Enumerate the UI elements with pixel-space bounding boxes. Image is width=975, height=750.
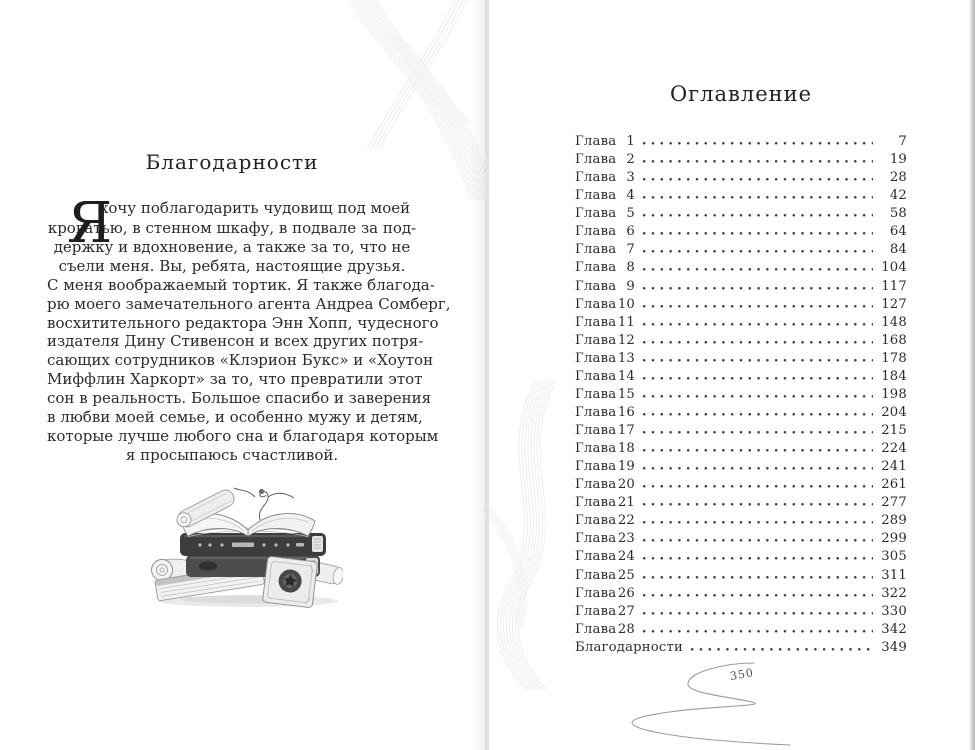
chapter-word: Глава bbox=[575, 423, 617, 438]
chapter-word: Благодарности bbox=[575, 639, 684, 655]
toc-row[interactable] bbox=[575, 333, 907, 351]
toc-row[interactable] bbox=[575, 531, 907, 549]
chapter-label bbox=[575, 315, 635, 330]
chapter-number: 6 bbox=[626, 224, 635, 240]
dot-leader bbox=[642, 537, 873, 542]
dot-leader bbox=[642, 592, 873, 597]
toc-row[interactable] bbox=[575, 441, 907, 459]
chapter-word: Глава bbox=[575, 531, 617, 547]
chapter-word: Глава bbox=[575, 350, 617, 366]
dot-leader bbox=[642, 628, 873, 633]
chapter-number: 27 bbox=[617, 603, 635, 619]
drop-cap: Я bbox=[67, 191, 113, 256]
page-number: 330 bbox=[881, 603, 907, 619]
toc-row[interactable] bbox=[575, 134, 907, 152]
chapter-label bbox=[575, 279, 635, 294]
acknowledgments-line: издателя Дину Стивенсон и всех других потря- bbox=[47, 332, 424, 351]
chapter-label bbox=[575, 586, 635, 601]
chapter-label bbox=[575, 224, 635, 239]
page-number: 198 bbox=[881, 386, 907, 402]
acknowledgments-line: кроватью, в стенном шкафу, в подвале за под- bbox=[47, 219, 417, 237]
acknowledgments-text bbox=[47, 191, 451, 465]
chapter-number: 13 bbox=[617, 350, 635, 366]
page-number: 58 bbox=[889, 206, 907, 222]
dot-leader bbox=[642, 375, 873, 380]
chapter-label bbox=[575, 260, 635, 275]
chapter-word: Глава bbox=[575, 242, 617, 258]
dot-leader bbox=[642, 465, 873, 470]
chapter-word: Глава bbox=[575, 621, 617, 637]
chapter-label bbox=[575, 568, 635, 583]
chapter-word: Глава bbox=[575, 459, 617, 475]
chapter-label bbox=[575, 134, 635, 149]
toc-row[interactable] bbox=[575, 495, 907, 513]
dot-leader bbox=[642, 176, 873, 181]
chapter-number: 5 bbox=[626, 206, 635, 222]
page-number: 148 bbox=[881, 314, 907, 330]
chapter-label bbox=[575, 477, 635, 492]
right-page bbox=[490, 0, 970, 750]
chapter-number: 16 bbox=[617, 404, 635, 420]
chapter-label bbox=[575, 387, 635, 402]
chapter-label bbox=[575, 495, 635, 510]
page-number: 117 bbox=[881, 278, 907, 294]
toc-list bbox=[575, 134, 907, 658]
page-number: 204 bbox=[881, 404, 907, 420]
chapter-number: 12 bbox=[617, 332, 635, 348]
page-number: 184 bbox=[881, 368, 907, 384]
page-number: 342 bbox=[881, 621, 907, 637]
chapter-label bbox=[575, 441, 635, 456]
page-number: 178 bbox=[881, 350, 907, 366]
toc-row[interactable] bbox=[575, 405, 907, 423]
chapter-number: 24 bbox=[617, 549, 635, 565]
chapter-number: 3 bbox=[626, 170, 635, 186]
chapter-number: 4 bbox=[626, 188, 635, 204]
chapter-number: 10 bbox=[617, 296, 635, 312]
dot-leader bbox=[642, 447, 873, 452]
chapter-word: Глава bbox=[575, 332, 617, 348]
chapter-label bbox=[575, 622, 635, 637]
toc-row[interactable] bbox=[575, 242, 907, 260]
chapter-number: 11 bbox=[617, 314, 635, 330]
dot-leader bbox=[642, 285, 873, 290]
chapter-word: Глава bbox=[575, 567, 617, 583]
dot-leader bbox=[642, 266, 873, 271]
chapter-word: Глава bbox=[575, 278, 617, 294]
toc-row[interactable] bbox=[575, 224, 907, 242]
page-number: 64 bbox=[889, 224, 907, 240]
dot-leader bbox=[642, 248, 873, 253]
chapter-word: Глава bbox=[575, 134, 617, 149]
chapter-word: Глава bbox=[575, 314, 617, 330]
page-number: 19 bbox=[889, 152, 907, 168]
toc-row[interactable] bbox=[575, 170, 907, 188]
toc-row[interactable] bbox=[575, 369, 907, 387]
chapter-label bbox=[575, 459, 635, 474]
acknowledgments-line: съели меня. Вы, ребята, настоящие друзья. bbox=[58, 256, 406, 275]
dot-leader bbox=[642, 519, 873, 524]
spine-divider bbox=[485, 0, 489, 750]
toc-row[interactable] bbox=[575, 477, 907, 495]
page-number: 349 bbox=[881, 639, 907, 655]
toc-row[interactable] bbox=[575, 387, 907, 405]
chapter-label bbox=[575, 297, 635, 312]
page-number: 305 bbox=[881, 549, 907, 565]
acknowledgments-line: держку и вдохновение, а также за то, что не bbox=[53, 237, 411, 256]
acknowledgments-line: я просыпаюсь счастливой. bbox=[125, 445, 339, 464]
page-number: 241 bbox=[881, 459, 907, 475]
chapter-label bbox=[575, 423, 635, 438]
toc-row[interactable] bbox=[575, 315, 907, 333]
chapter-label bbox=[575, 170, 635, 185]
page-number: 7 bbox=[898, 134, 907, 149]
dot-leader bbox=[642, 357, 873, 362]
footer-page-number: 350 bbox=[729, 666, 755, 683]
acknowledgments-line: восхитительного редактора Энн Хопп, чудесного bbox=[47, 313, 439, 332]
dot-leader bbox=[690, 646, 873, 651]
dot-leader bbox=[642, 339, 873, 344]
dot-leader bbox=[642, 610, 873, 615]
chapter-number: 19 bbox=[617, 459, 635, 475]
chapter-label bbox=[575, 369, 635, 384]
toc-row[interactable] bbox=[575, 297, 907, 315]
chapter-label bbox=[575, 206, 635, 221]
toc-row[interactable] bbox=[575, 152, 907, 170]
chapter-number: 25 bbox=[617, 567, 635, 583]
chapter-word: Глава bbox=[575, 260, 617, 276]
book-dark-upper bbox=[180, 533, 326, 556]
book-with-seal bbox=[262, 556, 317, 608]
chapter-word: Глава bbox=[575, 368, 617, 384]
chapter-number: 28 bbox=[617, 621, 635, 637]
toc-title: Оглавление bbox=[669, 82, 813, 106]
chapter-word: Глава bbox=[575, 188, 617, 204]
page-number: 28 bbox=[889, 170, 907, 186]
chapter-label bbox=[575, 604, 635, 619]
page-number: 277 bbox=[881, 495, 907, 511]
toc-row[interactable] bbox=[575, 604, 907, 622]
chapter-label bbox=[575, 549, 635, 564]
toc-row[interactable] bbox=[575, 423, 907, 441]
chapter-word: Глава bbox=[575, 477, 617, 493]
page-number: 84 bbox=[889, 242, 907, 258]
chapter-word: Глава bbox=[575, 603, 617, 619]
toc-row[interactable] bbox=[575, 351, 907, 369]
chapter-word: Глава bbox=[575, 224, 617, 240]
toc-row[interactable] bbox=[575, 188, 907, 206]
toc-row[interactable] bbox=[575, 260, 907, 278]
page-number: 289 bbox=[881, 513, 907, 529]
toc-row[interactable] bbox=[575, 279, 907, 297]
dot-leader bbox=[642, 303, 873, 308]
chapter-number: 8 bbox=[626, 260, 635, 276]
chapter-word: Глава bbox=[575, 585, 617, 601]
dot-leader bbox=[642, 429, 873, 434]
dot-leader bbox=[642, 158, 873, 163]
dot-leader bbox=[642, 230, 873, 235]
chapter-number: 18 bbox=[617, 441, 635, 457]
page-number: 261 bbox=[881, 477, 907, 493]
acknowledgments-title: Благодарности bbox=[145, 150, 319, 174]
chapter-word: Глава bbox=[575, 152, 617, 168]
chapter-label bbox=[575, 513, 635, 528]
chapter-number: 21 bbox=[617, 495, 635, 511]
acknowledgments-line: хочу поблагодарить чудовищ под моей bbox=[99, 199, 411, 217]
acknowledgments-line: Миффлин Харкорт» за то, что превратили этот bbox=[47, 370, 423, 389]
acknowledgments-line: сающих сотрудников «Клэрион Букс» и «Хоутон bbox=[47, 351, 434, 370]
dot-leader bbox=[642, 212, 873, 217]
dot-leader bbox=[642, 194, 873, 199]
toc-row[interactable] bbox=[575, 568, 907, 586]
chapter-label bbox=[575, 405, 635, 420]
chapter-label bbox=[575, 188, 635, 203]
dot-leader bbox=[642, 501, 873, 506]
toc-row[interactable] bbox=[575, 513, 907, 531]
chapter-label bbox=[575, 640, 683, 655]
page-number: 299 bbox=[881, 531, 907, 547]
chapter-number: 1 bbox=[626, 134, 635, 149]
page-number: 42 bbox=[889, 188, 907, 204]
page-number: 224 bbox=[881, 441, 907, 457]
chapter-number: 15 bbox=[617, 386, 635, 402]
acknowledgments-line: рю моего замечательного агента Андреа Сомберг, bbox=[47, 294, 451, 313]
chapter-label bbox=[575, 152, 635, 167]
page-number: 104 bbox=[881, 260, 907, 276]
chapter-label bbox=[575, 333, 635, 348]
dot-leader bbox=[642, 574, 873, 579]
chapter-word: Глава bbox=[575, 513, 617, 529]
dot-leader bbox=[642, 393, 873, 398]
toc-row[interactable] bbox=[575, 206, 907, 224]
chapter-word: Глава bbox=[575, 206, 617, 222]
toc-row[interactable] bbox=[575, 549, 907, 567]
chapter-number: 26 bbox=[617, 585, 635, 601]
chapter-label bbox=[575, 531, 635, 546]
dot-leader bbox=[642, 555, 873, 560]
acknowledgments-line: С меня воображаемый тортик. Я также благода- bbox=[47, 275, 435, 294]
toc-row[interactable] bbox=[575, 622, 907, 640]
chapter-number: 7 bbox=[626, 242, 635, 258]
chapter-number: 20 bbox=[617, 477, 635, 493]
acknowledgments-section bbox=[47, 148, 451, 465]
chapter-word: Глава bbox=[575, 404, 617, 420]
page-number: 127 bbox=[881, 296, 907, 312]
spine-shadow bbox=[468, 0, 486, 750]
books-stack-illustration bbox=[148, 478, 343, 613]
chapter-word: Глава bbox=[575, 549, 617, 565]
dot-leader bbox=[642, 321, 873, 326]
chapter-word: Глава bbox=[575, 296, 617, 312]
page-number: 168 bbox=[881, 332, 907, 348]
page-number: 322 bbox=[881, 585, 907, 601]
dot-leader bbox=[642, 140, 873, 145]
chapter-label bbox=[575, 351, 635, 366]
page-number: 311 bbox=[881, 567, 907, 583]
chapter-number: 23 bbox=[617, 531, 635, 547]
acknowledgments-line: которые лучше любого сна и благодаря которым bbox=[47, 426, 439, 445]
dot-leader bbox=[642, 411, 873, 416]
chapter-number: 17 bbox=[617, 423, 635, 438]
chapter-label bbox=[575, 242, 635, 257]
chapter-number: 22 bbox=[617, 513, 635, 529]
chapter-number: 9 bbox=[626, 278, 635, 294]
toc-row[interactable] bbox=[575, 586, 907, 604]
chapter-word: Глава bbox=[575, 495, 617, 511]
chapter-number: 14 bbox=[617, 368, 635, 384]
dot-leader bbox=[642, 483, 873, 488]
chapter-number: 2 bbox=[626, 152, 635, 168]
page-number: 215 bbox=[881, 423, 907, 438]
acknowledgments-line: сон в реальность. Большое спасибо и заверения bbox=[47, 389, 432, 408]
chapter-word: Глава bbox=[575, 386, 617, 402]
toc-row[interactable] bbox=[575, 459, 907, 477]
chapter-word: Глава bbox=[575, 441, 617, 457]
chapter-word: Глава bbox=[575, 170, 617, 186]
acknowledgments-line: в любви моей семье, и особенно мужу и детям, bbox=[47, 408, 423, 427]
left-page bbox=[0, 0, 486, 750]
